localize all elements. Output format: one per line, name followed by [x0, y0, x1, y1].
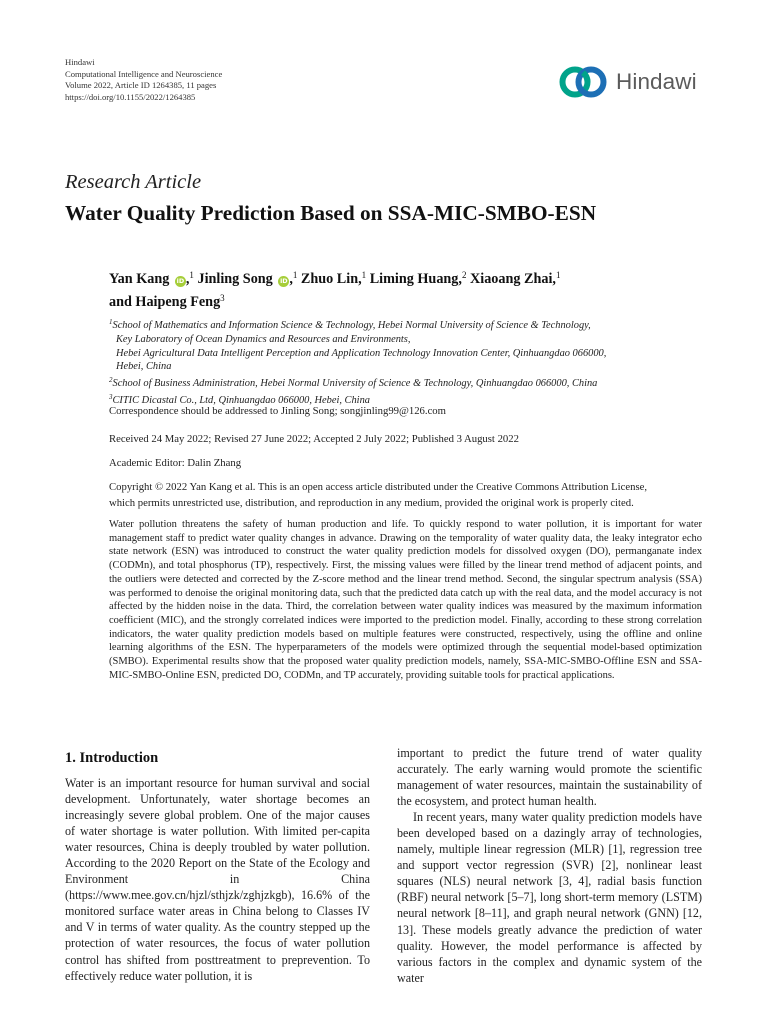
- hindawi-logo: [558, 63, 708, 101]
- article-title: Water Quality Prediction Based on SSA-MIC-SMBO-ESN: [65, 201, 597, 225]
- affiliation-text: Hebei, China: [116, 361, 172, 373]
- author-name: Liming Huang,: [369, 271, 462, 287]
- body-column-right: [397, 745, 702, 986]
- paragraph: In recent years, many water quality prediction models have been developed based on a dazingly array of technologies, namely, multiple linear regression (MLR) [1], regression tree and support vector regression (SVR) [2], nonlinear least squares (NLS) neural network [3, 4], radial basis function (RBF) neural network [5–7], long short-term memory (LSTM) neural network [8–11], and graph neural network (GNN) [12, 13]. These models greatly advance the prediction of water quality. However, the model performance is affected by various factors in the complex and dynamic system of the water: [397, 810, 702, 985]
- author-list: Yan Kang iD ,$^1$ Jinling Song iD ,$^1$ Zhuo Lin,$^1$ Liming Huang,$^2$ Xiaoang Zhai,$^1$ and Haipeng Feng$^3$: [109, 270, 561, 310]
- author-affiliation-sup: 1: [361, 270, 367, 280]
- volume-info: Volume 2022, Article ID 1264385, 11 pages: [65, 80, 217, 91]
- affiliation-text: CITIC Dicastal Co., Ltd, Qinhuangdao 066000, Hebei, China: [112, 394, 370, 406]
- paragraph: important to predict the future trend of water quality accurately. The early warning would promote the scientific management of water resources, maintain the sustainability of the ecosystem, and protect human health.: [397, 746, 702, 809]
- affiliation-text: Hebei Agricultural Data Intelligent Perception and Application Technology Innovation Center, Qinhuangdao 066000,: [116, 347, 607, 359]
- affiliation-text: Key Laboratory of Ocean Dynamics and Resources and Environments,: [116, 333, 411, 345]
- copyright-notice: [109, 479, 709, 511]
- affiliation-text: School of Mathematics and Information Science & Technology, Hebei Normal University of Science & Technology,: [112, 320, 591, 331]
- publication-dates: Received 24 May 2022; Revised 27 June 2022; Accepted 2 July 2022; Published 3 August 2022: [109, 433, 519, 445]
- author-name: Jinling Song: [197, 271, 273, 287]
- author-affiliation-sup: 1: [189, 270, 194, 280]
- affiliation-text: School of Business Administration, Hebei Normal University of Science & Technology, Qinhuangdao 066000, China: [112, 378, 598, 390]
- author-name: Xiaoang Zhai,: [470, 271, 556, 287]
- author-affiliation-sup: 1: [292, 270, 298, 280]
- orcid-icon[interactable]: iD: [280, 277, 288, 285]
- paragraph: Water is an important resource for human survival and social development. Unfortunately, water shortage becomes an increasingly severe global problem. One of the major causes of water shortage is water pollution. With limited per-capita water resources, China is deeply troubled by water pollution. According to the 2020 Report on the State of the Ecology and Environment in China (https://www.mee.gov.cn/hjzl/sthjzk/zghjzkgb), 16.6% of the monitored surface water areas in China belong to Classes IV and V in terms of water quality. As the country stepped up the protection of water resources, the focus of water pollution control has shifted from posttreatment to preprevention. To effectively reduce water pollution, it is: [65, 776, 370, 983]
- section-heading: 1. Introduction: [65, 750, 159, 766]
- author-affiliation-sup: 2: [461, 270, 467, 280]
- correspondence: Correspondence should be addressed to Jinling Song; songjinling99@126.com: [109, 405, 446, 417]
- body-column-left: [65, 775, 370, 984]
- publisher-name: Hindawi: [65, 57, 95, 67]
- author-name: Yan Kang: [109, 271, 170, 287]
- logo-wordmark: Hindawi: [616, 69, 697, 94]
- hindawi-logo-icon: [558, 64, 610, 100]
- affiliation-number: 3: [109, 392, 113, 401]
- affiliation-number: 1: [109, 318, 113, 326]
- affiliation-number: 2: [109, 376, 113, 385]
- author-name: and Haipeng Feng: [109, 294, 221, 310]
- author-name: Zhuo Lin,: [300, 271, 362, 287]
- journal-name: Computational Intelligence and Neuroscience: [65, 68, 223, 79]
- author-affiliation-sup: 1: [555, 270, 561, 280]
- orcid-icon[interactable]: iD: [176, 277, 185, 285]
- copyright-text: Copyright © 2022 Yan Kang et al. This is an open access article distributed under the Creative Commons Attribution License,: [109, 481, 648, 493]
- author-affiliation-sup: 3: [220, 293, 225, 303]
- academic-editor: Academic Editor: Dalin Zhang: [109, 457, 242, 469]
- copyright-text: which permits unrestricted use, distribution, and reproduction in any medium, provided the original work is properly cited.: [109, 497, 634, 509]
- article-type: Research Article: [65, 171, 202, 193]
- abstract: Water pollution threatens the safety of human production and life. To quickly respond to water pollution, it is important for water management staff to predict water quality changes in advance. Drawing on the temporality of water quality data, the leaky integrator echo state network (ESN) was introduced to construct the water quality prediction models for dissolved oxygen (DO), permanganate index (CODMn), and total phosphorus (TP), respectively. First, the missing values were filled by the linear trend method of adjacent points, and the outliers were detected and corrected by the Z-score method and the linear trend method. Second, the singular spectrum analysis (SSA) was performed to denoise the original monitoring data, such that the predicted data catch up with the real data, and the model accuracy is not affected by the hidden noise in the data. Third, the correlation between water quality indices was measured by the maximum information coefficient (MIC), and the strongly correlated indices were imported to the prediction model. Finally, according to these strong correlation indicators, the water quality prediction models based on multiple features were constructed, respectively, using the offline and online learning algorithms of the ESN. The hyperparameters of the models were optimized through the sequential model-based optimization (SMBO). Experimental results show that the proposed water quality prediction models, namely, SSA-MIC-SMBO-Offline ESN and SSA-MIC-SMBO-Online ESN, predicted DO, CODMn, and TP accurately, providing suitable tools for practical applications.: [109, 519, 702, 681]
- doi-link[interactable]: https://doi.org/10.1155/2022/1264385: [65, 91, 196, 102]
- journal-header: [65, 57, 222, 103]
- affiliations: [109, 316, 709, 408]
